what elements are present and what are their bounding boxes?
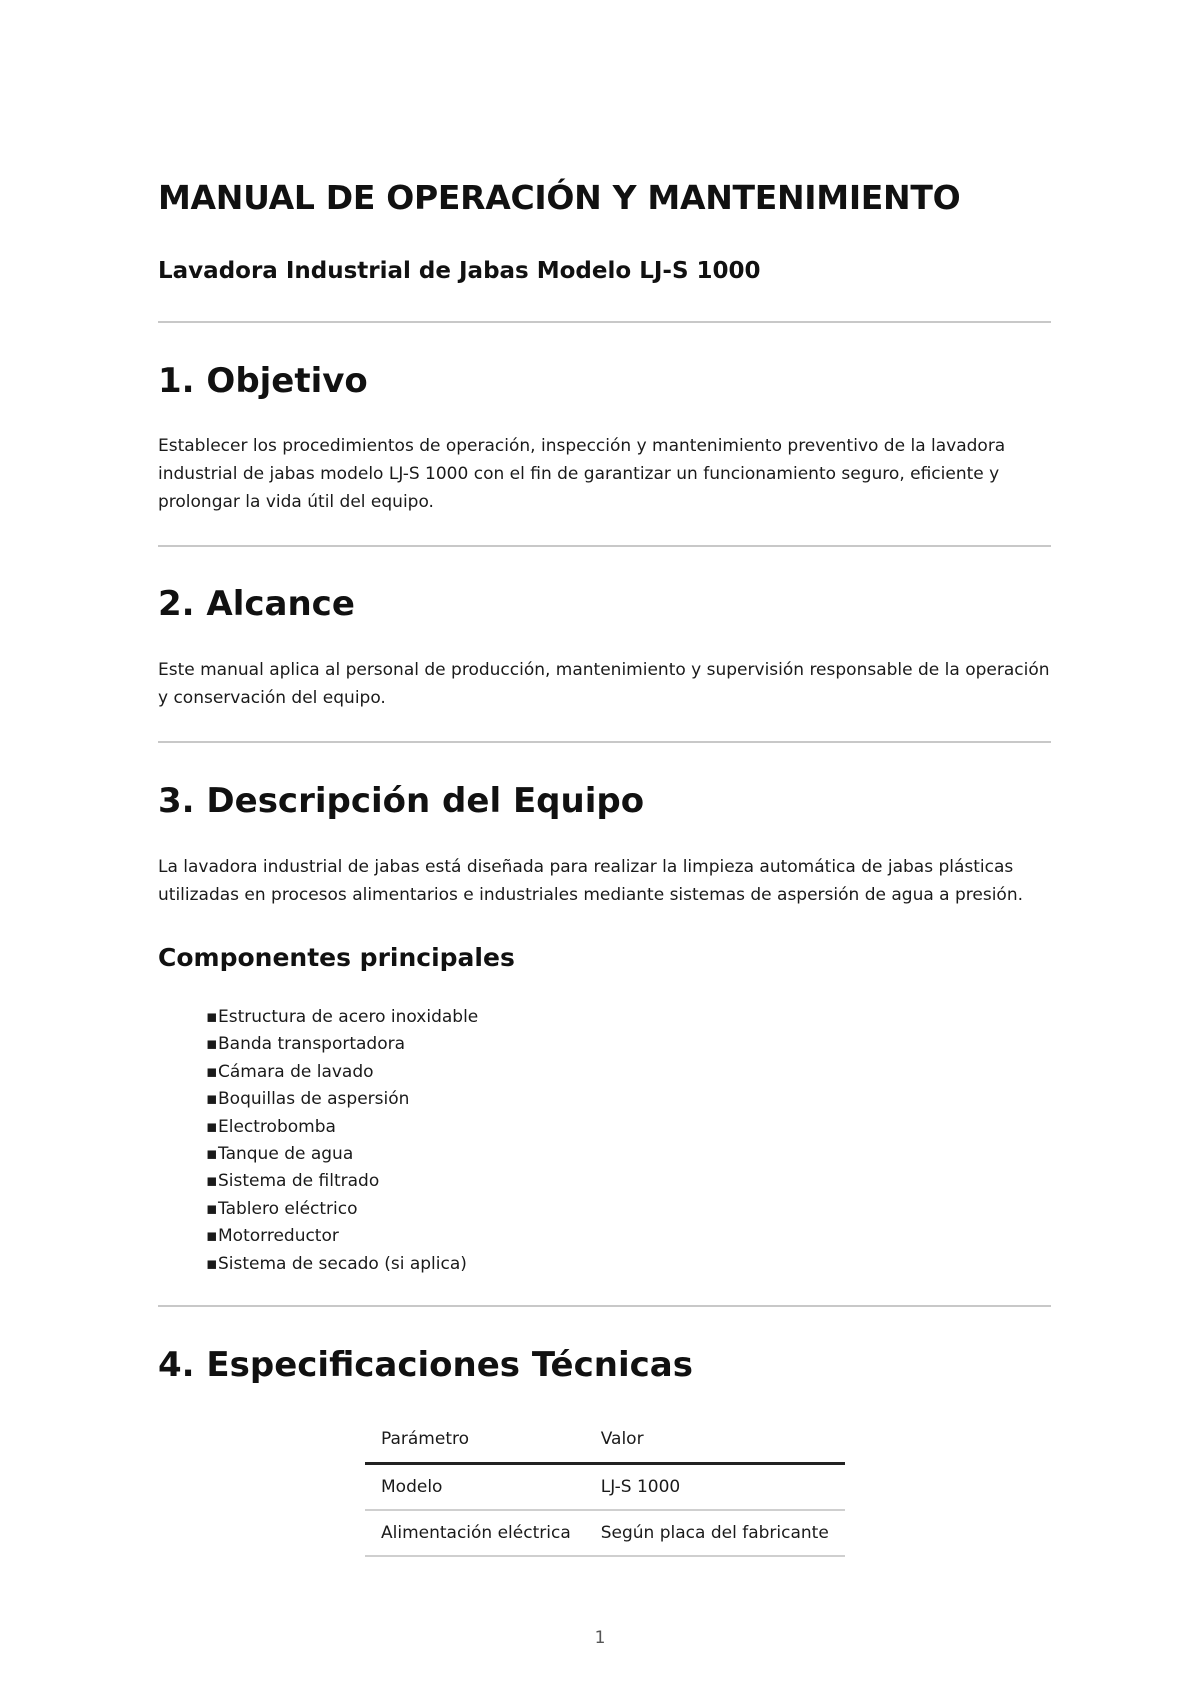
list-item (206, 1031, 478, 1058)
table-cell: Alimentación eléctrica (365, 1510, 585, 1556)
section-text-objetivo: Establecer los procedimientos de operación, inspección y mantenimiento preventivo de la lavadora industrial de jabas modelo LJ-S 1000 con el fin de garantizar un funcionamiento seguro, eficiente y prolongar la vida útil del equipo. (158, 436, 1006, 512)
section-text-alcance: Este manual aplica al personal de producción, mantenimiento y supervisión responsable de la operación y conservación del equipo. (158, 660, 1050, 708)
components-list (206, 1004, 478, 1278)
list-item (206, 1059, 478, 1086)
document-subtitle: Lavadora Industrial de Jabas Modelo LJ-S 1000 (158, 258, 761, 284)
component-label: Cámara de lavado (218, 1061, 374, 1082)
subheading-componentes: Componentes principales (158, 943, 515, 972)
bullet-icon: ▪ (206, 1144, 218, 1165)
component-label: Electrobomba (218, 1116, 336, 1137)
component-label: Boquillas de aspersión (218, 1089, 410, 1110)
bullet-icon: ▪ (206, 1007, 218, 1027)
component-label: Tanque de agua (218, 1144, 354, 1165)
bullet-icon: ▪ (206, 1061, 218, 1082)
table-header-valor: Valor (585, 1418, 845, 1464)
table-header-parametro: Parámetro (365, 1418, 585, 1464)
list-item (206, 1004, 478, 1031)
section-heading-alcance: 2. Alcance (158, 584, 355, 624)
document-title: MANUAL DE OPERACIÓN Y MANTENIMIENTO (158, 178, 961, 217)
table-cell: Según placa del fabricante (585, 1510, 845, 1556)
component-label: Motorreductor (218, 1226, 339, 1247)
component-label: Sistema de secado (si aplica) (218, 1253, 467, 1274)
bullet-icon: ▪ (206, 1198, 218, 1219)
section-heading-descripcion: 3. Descripción del Equipo (158, 781, 645, 821)
section-heading-especificaciones: 4. Especificaciones Técnicas (158, 1345, 693, 1385)
table-cell: Modelo (365, 1464, 585, 1511)
bullet-icon: ▪ (206, 1089, 218, 1110)
component-label: Tablero eléctrico (218, 1198, 358, 1219)
section-divider (158, 741, 1051, 743)
section-divider (158, 321, 1051, 323)
table-row (365, 1510, 845, 1556)
page-number: 1 (594, 1628, 606, 1648)
list-item (206, 1086, 478, 1113)
component-label: Estructura de acero inoxidable (218, 1007, 479, 1027)
specifications-table (365, 1418, 845, 1557)
bullet-icon: ▪ (206, 1226, 218, 1247)
table-header-row (365, 1418, 845, 1464)
bullet-icon: ▪ (206, 1171, 218, 1192)
list-item (206, 1168, 478, 1195)
component-label: Banda transportadora (218, 1034, 406, 1055)
section-text-descripcion: La lavadora industrial de jabas está diseñada para realizar la limpieza automática de jabas plásticas utilizadas en procesos alimentarios e industriales mediante sistemas de aspersión de agua a presión. (158, 857, 1024, 905)
component-label: Sistema de filtrado (218, 1171, 380, 1192)
section-divider (158, 1305, 1051, 1307)
section-divider (158, 545, 1051, 547)
list-item (206, 1251, 478, 1278)
bullet-icon: ▪ (206, 1034, 218, 1055)
list-item (206, 1141, 478, 1168)
list-item (206, 1223, 478, 1250)
bullet-icon: ▪ (206, 1253, 218, 1274)
list-item (206, 1114, 478, 1141)
table-cell: LJ-S 1000 (585, 1464, 845, 1511)
section-heading-objetivo: 1. Objetivo (158, 361, 368, 401)
list-item (206, 1196, 478, 1223)
table-row (365, 1464, 845, 1511)
bullet-icon: ▪ (206, 1116, 218, 1137)
